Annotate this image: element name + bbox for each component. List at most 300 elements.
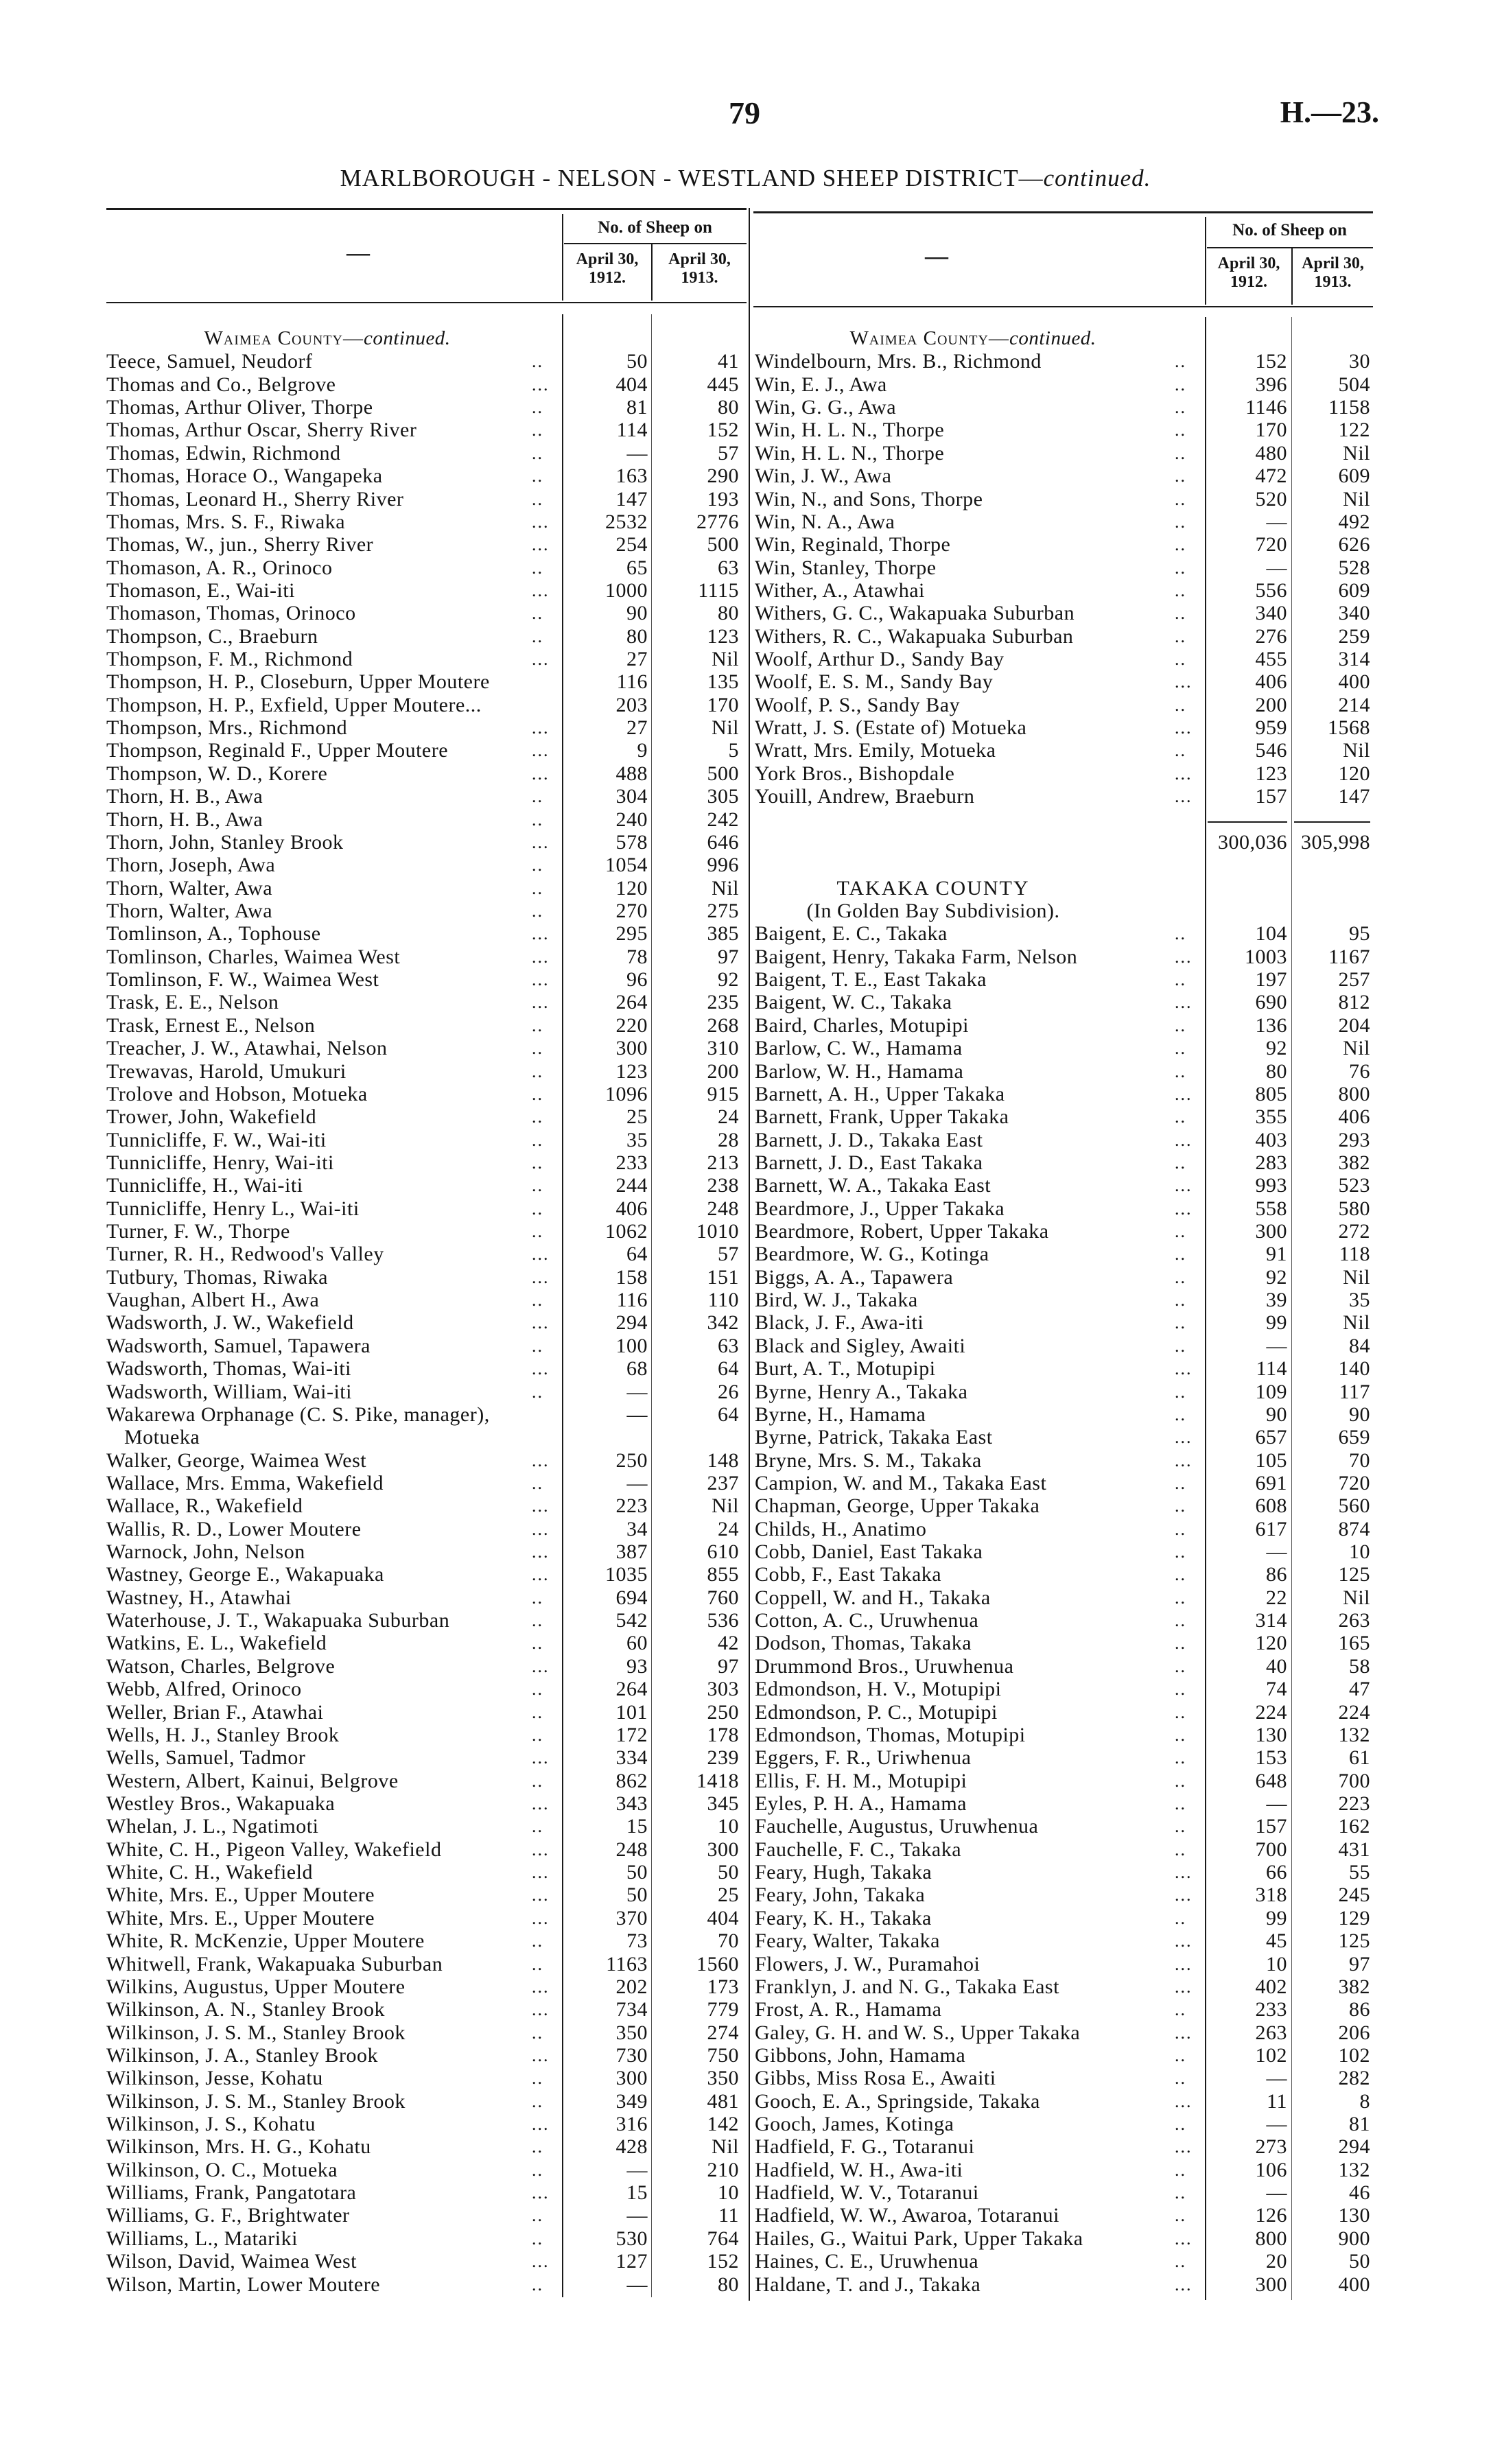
table-row: [755, 1151, 1373, 1174]
holder-name: Beardmore, J., Upper Takaka: [755, 1197, 1005, 1220]
sheep-1912: 993: [1255, 1174, 1287, 1197]
holder-name: Fauchelle, F. C., Takaka: [755, 1838, 962, 1861]
table-row: [755, 694, 1373, 716]
holder-name: Tunnicliffe, F. W., Wai-iti: [106, 1128, 327, 1151]
holder-name: Thorn, H. B., Awa: [106, 808, 263, 831]
sheep-1912: 157: [1255, 1815, 1287, 1838]
holder-name: Wilkinson, J. S. M., Stanley Brook: [106, 2089, 406, 2113]
table-row: [755, 1381, 1373, 1403]
dot-leader: ..: [1175, 1107, 1186, 1127]
table-row: [755, 1701, 1373, 1724]
holder-name: Hadfield, W. V., Totaranui: [755, 2181, 979, 2205]
table-row: [106, 854, 747, 876]
table-row: [106, 442, 747, 465]
table-row: [755, 419, 1373, 441]
dot-leader: ...: [1175, 2274, 1193, 2295]
sheep-1912: 66: [1266, 1861, 1287, 1884]
dot-leader: ...: [532, 1359, 550, 1379]
sheep-1913: 28: [718, 1128, 739, 1151]
left-header-group: No. of Sheep on: [598, 218, 712, 237]
sheep-1912: 862: [615, 1769, 648, 1792]
table-row: [755, 1174, 1373, 1197]
sheep-1912: 264: [615, 991, 648, 1014]
holder-name: Weller, Brian F., Atawhai: [106, 1700, 324, 1724]
dot-leader: ..: [1175, 1702, 1186, 1722]
table-row: [106, 1838, 747, 1861]
sheep-1912: 93: [626, 1654, 648, 1678]
holder-name: Trask, Ernest E., Nelson: [106, 1013, 316, 1037]
holder-name: Gooch, James, Kotinga: [755, 2113, 954, 2136]
sheep-1913: 812: [1338, 991, 1370, 1014]
sheep-1912: 691: [1255, 1471, 1287, 1494]
table-row: [106, 900, 747, 922]
holder-name: Watkins, E. L., Wakefield: [106, 1632, 327, 1655]
sheep-1912: 1096: [605, 1082, 648, 1105]
table-row: [755, 922, 1373, 945]
dot-leader: ..: [1175, 2159, 1186, 2180]
table-row: [755, 2113, 1373, 2135]
dot-leader: ...: [1175, 763, 1193, 784]
sheep-1912: 170: [1255, 419, 1287, 442]
dot-leader: ..: [1175, 2205, 1186, 2226]
table-row: [106, 991, 747, 1013]
sheep-1912: 700: [1255, 1838, 1287, 1861]
sheep-1912: 202: [615, 1975, 648, 1998]
total-rule: [1208, 821, 1287, 823]
holder-name: White, C. H., Wakefield: [106, 1861, 313, 1884]
holder-name: Barnett, Frank, Upper Takaka: [755, 1105, 1009, 1129]
sheep-1913: 97: [1349, 1952, 1370, 1975]
table-row: [106, 808, 747, 831]
table-row: [755, 1311, 1373, 1334]
sheep-1912: 648: [1255, 1769, 1287, 1792]
sheep-1913: 46: [1349, 2181, 1370, 2205]
holder-name: Treacher, J. W., Atawhai, Nelson: [106, 1037, 388, 1060]
dot-leader: ...: [1175, 786, 1193, 807]
sheep-1913: 523: [1338, 1174, 1370, 1197]
sheep-1912: 15: [626, 2181, 648, 2205]
table-row: [755, 1518, 1373, 1540]
sheep-1912: 65: [626, 556, 648, 579]
sheep-1912: 248: [615, 1838, 648, 1861]
holder-name: Turner, F. W., Thorpe: [106, 1220, 290, 1243]
table-row: [755, 1815, 1373, 1838]
holder-name: Franklyn, J. and N. G., Takaka East: [755, 1975, 1059, 1998]
dot-leader: ..: [1175, 1839, 1186, 1859]
holder-name: Eyles, P. H. A., Hamama: [755, 1792, 967, 1815]
right-header-1912: [1206, 255, 1291, 292]
sheep-1913: 609: [1338, 578, 1370, 602]
sheep-1913: 915: [707, 1082, 739, 1105]
left-header-1912: [563, 250, 651, 288]
dot-leader: ..: [532, 1679, 543, 1700]
dot-leader: ...: [532, 374, 550, 395]
sheep-1912: 1054: [605, 854, 648, 877]
holder-name: Webb, Alfred, Orinoco: [106, 1678, 302, 1701]
sheep-1912: 318: [1255, 1884, 1287, 1907]
sheep-1913: 259: [1338, 624, 1370, 648]
sheep-1912: 530: [615, 2227, 648, 2250]
table-row: [755, 1426, 1373, 1448]
holder-name: Beardmore, Robert, Upper Takaka: [755, 1220, 1049, 1243]
sheep-1913: 125: [1338, 1563, 1370, 1586]
table-row: [755, 1494, 1373, 1517]
dot-leader: ..: [1175, 2068, 1186, 2089]
holder-name: Thomas, Horace O., Wangapeka: [106, 465, 383, 488]
holder-name: Walker, George, Waimea West: [106, 1448, 367, 1472]
table-row: [106, 1655, 747, 1678]
sheep-1912: 203: [615, 693, 648, 716]
table-row: [106, 716, 747, 739]
sheep-1912: —: [1266, 556, 1287, 579]
holder-name: Campion, W. and M., Takaka East: [755, 1471, 1047, 1494]
sheep-1912: —: [626, 441, 648, 465]
dot-leader: ...: [532, 970, 550, 990]
table-row: [106, 1220, 747, 1243]
holder-name: Williams, Frank, Pangatotara: [106, 2181, 357, 2205]
table-row: [106, 579, 747, 602]
table-row: [106, 922, 747, 945]
dot-leader: ...: [532, 535, 550, 555]
dot-leader: ..: [1175, 1656, 1186, 1676]
sheep-1912: 270: [615, 899, 648, 922]
sheep-1912: 396: [1255, 373, 1287, 396]
sheep-1912: 1062: [605, 1220, 648, 1243]
sheep-1913: 64: [718, 1403, 739, 1426]
table-row: [106, 946, 747, 968]
county-continued: continued.: [363, 327, 451, 349]
sheep-1912: 80: [1266, 1059, 1287, 1083]
sheep-1913: 263: [1338, 1609, 1370, 1632]
sheep-1913: 50: [718, 1861, 739, 1884]
dot-leader: ..: [1175, 2183, 1186, 2203]
dot-leader: ..: [532, 1931, 543, 1951]
sheep-1913: 84: [1349, 1334, 1370, 1357]
sheep-1913: 1568: [1328, 716, 1370, 740]
sheep-1913: 492: [1338, 510, 1370, 533]
sheep-1912: 163: [615, 465, 648, 488]
sheep-1913: 70: [1349, 1448, 1370, 1472]
dot-leader: ...: [1175, 1862, 1193, 1883]
dot-leader: ...: [532, 1542, 550, 1562]
dot-leader: ..: [1175, 1221, 1186, 1242]
holder-name: Wilkinson, J. S., Kohatu: [106, 2113, 316, 2136]
sheep-1913: Nil: [1343, 739, 1370, 762]
table-row: [106, 2227, 747, 2250]
holder-name: Baigent, E. C., Takaka: [755, 922, 948, 946]
table-row: [106, 1884, 747, 1906]
dot-leader: ..: [1175, 649, 1186, 670]
table-row: [755, 1655, 1373, 1678]
table-row: [106, 1815, 747, 1838]
table-row: [106, 1861, 747, 1884]
holder-name: Watson, Charles, Belgrove: [106, 1654, 336, 1678]
table-row: [106, 488, 747, 511]
table-row: [106, 625, 747, 648]
table-row: [755, 1060, 1373, 1083]
sheep-1913: 560: [1338, 1494, 1370, 1518]
sheep-1912: 158: [615, 1265, 648, 1289]
table-row: [106, 1449, 747, 1472]
holder-name: Trewavas, Harold, Umukuri: [106, 1059, 347, 1083]
sheep-1913: 61: [1349, 1746, 1370, 1770]
holder-name: White, R. McKenzie, Upper Moutere: [106, 1929, 425, 1953]
table-row: [755, 1105, 1373, 1128]
sheep-1913: 382: [1338, 1975, 1370, 1998]
report-code: H.—23.: [1280, 95, 1379, 129]
dot-leader: ...: [1175, 1083, 1193, 1104]
table-row: [106, 877, 747, 900]
holder-name: Thomas, W., jun., Sherry River: [106, 533, 374, 556]
sheep-1913: 206: [1338, 2021, 1370, 2044]
table-row: [755, 1243, 1373, 1265]
holder-name: Wallace, R., Wakefield: [106, 1494, 303, 1518]
sheep-1913: Nil: [712, 648, 739, 671]
sheep-1913: 86: [1349, 1998, 1370, 2021]
sheep-1913: 80: [718, 396, 739, 419]
sheep-1913: 1560: [696, 1952, 739, 1975]
holder-name: Wratt, J. S. (Estate of) Motueka: [755, 716, 1027, 740]
sheep-1912: 92: [1266, 1265, 1287, 1289]
left-1913-line1: April 30,: [668, 250, 731, 268]
sheep-1913: 303: [707, 1678, 739, 1701]
sheep-1912: 68: [626, 1357, 648, 1381]
sheep-1913: 528: [1338, 556, 1370, 579]
holder-name: Bird, W. J., Takaka: [755, 1289, 918, 1312]
table-row: [755, 1724, 1373, 1746]
holder-name: Wadsworth, Samuel, Tapawera: [106, 1334, 371, 1357]
dot-leader: ..: [1175, 420, 1186, 441]
table-row: [106, 1335, 747, 1357]
sheep-1913: 132: [1338, 2158, 1370, 2181]
sheep-1913: Nil: [1343, 1586, 1370, 1609]
dot-leader: ...: [532, 1794, 550, 1814]
dot-leader: ..: [1175, 924, 1186, 944]
holder-name: Gibbons, John, Hamama: [755, 2043, 966, 2067]
holder-name: Wells, H. J., Stanley Brook: [106, 1723, 340, 1746]
sheep-1913: 24: [718, 1105, 739, 1129]
sheep-1913: 81: [1349, 2113, 1370, 2136]
table-row: [755, 396, 1373, 419]
sheep-1912: 542: [615, 1609, 648, 1632]
sheep-1913: 700: [1338, 1769, 1370, 1792]
right-1912-line1: April 30,: [1217, 255, 1280, 272]
dot-leader: ..: [1175, 1542, 1186, 1562]
table-row: [106, 1586, 747, 1609]
dot-leader: ..: [1175, 1061, 1186, 1081]
table-row: [755, 1975, 1373, 1998]
table-row: [755, 1929, 1373, 1952]
table-row: [106, 2021, 747, 2044]
dot-leader: ..: [1175, 1724, 1186, 1745]
holder-name: Tutbury, Thomas, Riwaka: [106, 1265, 328, 1289]
sheep-1913: 659: [1338, 1426, 1370, 1449]
holder-name: Cobb, Daniel, East Takaka: [755, 1540, 983, 1564]
dot-leader: ..: [1175, 1610, 1186, 1631]
dot-leader: ...: [1175, 1931, 1193, 1951]
dot-leader: ..: [532, 443, 543, 463]
dot-leader: ..: [1175, 1908, 1186, 1928]
sheep-1913: 151: [707, 1265, 739, 1289]
holder-name: Win, H. L. N., Thorpe: [755, 441, 945, 465]
holder-name: Win, Stanley, Thorpe: [755, 556, 937, 579]
table-row: [755, 350, 1373, 373]
dot-leader: ..: [532, 2274, 543, 2295]
sheep-1912: 694: [615, 1586, 648, 1609]
sheep-1912: 78: [626, 945, 648, 968]
sheep-1912: 45: [1266, 1929, 1287, 1953]
table-row: [106, 1678, 747, 1700]
left-top-rule: [106, 208, 747, 210]
holder-name: Thomas and Co., Belgrove: [106, 373, 336, 396]
sheep-1913: 165: [1338, 1632, 1370, 1655]
sheep-1912: 91: [1266, 1243, 1287, 1266]
sheep-1913: 10: [718, 2181, 739, 2205]
sheep-1913: 239: [707, 1746, 739, 1770]
holder-name: Wilkins, Augustus, Upper Moutere: [106, 1975, 406, 1998]
sheep-1912: 1146: [1245, 396, 1287, 419]
sheep-1913: 214: [1338, 693, 1370, 716]
table-row: [755, 1861, 1373, 1884]
sheep-1912: 805: [1255, 1082, 1287, 1105]
dot-leader: ..: [1175, 1381, 1186, 1402]
dot-leader: ...: [1175, 2091, 1193, 2111]
sheep-1912: 2532: [605, 510, 648, 533]
sheep-1913: 275: [707, 899, 739, 922]
table-row: [755, 1792, 1373, 1815]
dot-leader: ..: [1175, 1999, 1186, 2020]
holder-name: Trolove and Hobson, Motueka: [106, 1082, 368, 1105]
sheep-1912: 387: [615, 1540, 648, 1564]
sheep-1912: 402: [1255, 1975, 1287, 1998]
sheep-1912: 223: [615, 1494, 648, 1518]
sheep-1912: 153: [1255, 1746, 1287, 1770]
sheep-1913: 92: [718, 968, 739, 992]
right-header-1913: [1293, 255, 1373, 292]
sheep-1913: 148: [707, 1448, 739, 1472]
sheep-1913: 147: [1338, 785, 1370, 808]
sheep-1913: 97: [718, 945, 739, 968]
sheep-1912: 370: [615, 1906, 648, 1929]
sheep-1913: 213: [707, 1151, 739, 1174]
sheep-1912: 224: [1255, 1700, 1287, 1724]
dot-leader: ..: [1175, 535, 1186, 555]
holder-name-continued: Motueka: [124, 1426, 200, 1449]
table-row: [755, 785, 1373, 808]
sheep-1912: 10: [1266, 1952, 1287, 1975]
sheep-1912: 350: [615, 2021, 648, 2044]
dot-leader: ..: [1175, 351, 1186, 372]
holder-name: Trask, E. E., Nelson: [106, 991, 279, 1014]
table-row: [755, 1197, 1373, 1220]
holder-name: Frost, A. R., Hamama: [755, 1998, 942, 2021]
sheep-1912: 50: [626, 350, 648, 373]
sheep-1913: 1158: [1328, 396, 1370, 419]
sheep-1912: 608: [1255, 1494, 1287, 1518]
sheep-1912: 233: [1255, 1998, 1287, 2021]
holder-name: Hadfield, W. H., Awa-iti: [755, 2158, 963, 2181]
table-row: [106, 1563, 747, 1586]
right-header-subrule: [1207, 247, 1373, 248]
table-row: [106, 1975, 747, 1998]
table-row: [755, 2181, 1373, 2204]
holder-name: Cotton, A. C., Uruwhenua: [755, 1609, 979, 1632]
sheep-1912: 283: [1255, 1151, 1287, 1174]
dot-leader: ..: [532, 397, 543, 418]
dot-leader: ..: [1175, 1335, 1186, 1356]
dot-leader: ...: [532, 1564, 550, 1585]
table-row: [106, 1037, 747, 1059]
sheep-1913: 340: [1338, 602, 1370, 625]
sheep-1913: 58: [1349, 1654, 1370, 1678]
total-rule: [1294, 821, 1370, 823]
sheep-1913: 63: [718, 1334, 739, 1357]
dot-leader: ...: [532, 511, 550, 532]
sheep-1912: 273: [1255, 2135, 1287, 2159]
table-row: [755, 556, 1373, 579]
dot-leader: ..: [532, 1038, 543, 1059]
holder-name: Wither, A., Atawhai: [755, 578, 925, 602]
sheep-1912: 730: [615, 2043, 648, 2067]
holder-name: Tunnicliffe, Henry, Wai-iti: [106, 1151, 334, 1174]
sheep-1912: 428: [615, 2135, 648, 2159]
sheep-1912: 99: [1266, 1906, 1287, 1929]
holder-name: Feary, Hugh, Takaka: [755, 1861, 932, 1884]
sheep-1912: 50: [626, 1884, 648, 1907]
sheep-1912: 130: [1255, 1723, 1287, 1746]
sheep-1913: 55: [1349, 1861, 1370, 1884]
county-continued: continued.: [1009, 327, 1096, 349]
sheep-1912: 294: [615, 1311, 648, 1335]
holder-name: Barnett, W. A., Takaka East: [755, 1174, 991, 1197]
dot-leader: ..: [532, 489, 543, 509]
dot-leader: ..: [1175, 1038, 1186, 1059]
sheep-1913: 248: [707, 1197, 739, 1220]
dot-leader: ..: [1175, 489, 1186, 509]
sheep-1913: 800: [1338, 1082, 1370, 1105]
table-row: [106, 1609, 747, 1632]
sheep-1913: Nil: [1343, 1265, 1370, 1289]
sheep-1912: 406: [1255, 670, 1287, 694]
holder-name: Gooch, E. A., Springside, Takaka: [755, 2089, 1040, 2113]
dot-leader: ..: [532, 2228, 543, 2249]
sheep-1913: 310: [707, 1037, 739, 1060]
sheep-1912: 100: [615, 1334, 648, 1357]
dot-leader: ..: [1175, 1313, 1186, 1333]
sheep-1913: 764: [707, 2227, 739, 2250]
dot-leader: ...: [1175, 1427, 1193, 1448]
sheep-1913: 779: [707, 1998, 739, 2021]
holder-name: Thompson, H. P., Closeburn, Upper Moutere: [106, 670, 490, 694]
section-heading: [106, 327, 747, 350]
sheep-1913: 536: [707, 1609, 739, 1632]
holder-name: Thorn, H. B., Awa: [106, 785, 263, 808]
sheep-1913: 305: [707, 785, 739, 808]
dot-leader: ..: [532, 2022, 543, 2043]
dot-leader: ..: [532, 626, 543, 646]
table-row: [755, 2067, 1373, 2089]
holder-name: York Bros., Bishopdale: [755, 762, 955, 785]
holder-name: Hailes, G., Waitui Park, Upper Takaka: [755, 2227, 1083, 2250]
table-row: [106, 2113, 747, 2135]
holder-name: Thompson, Mrs., Richmond: [106, 716, 348, 740]
holder-name: Westley Bros., Wakapuaka: [106, 1792, 336, 1815]
dot-leader: ...: [1175, 2137, 1193, 2157]
sheep-1912: 480: [1255, 441, 1287, 465]
sheep-1912: 455: [1255, 648, 1287, 671]
dot-leader: ..: [532, 1107, 543, 1127]
holder-name: Wakarewa Orphanage (C. S. Pike, manager),: [106, 1403, 490, 1426]
